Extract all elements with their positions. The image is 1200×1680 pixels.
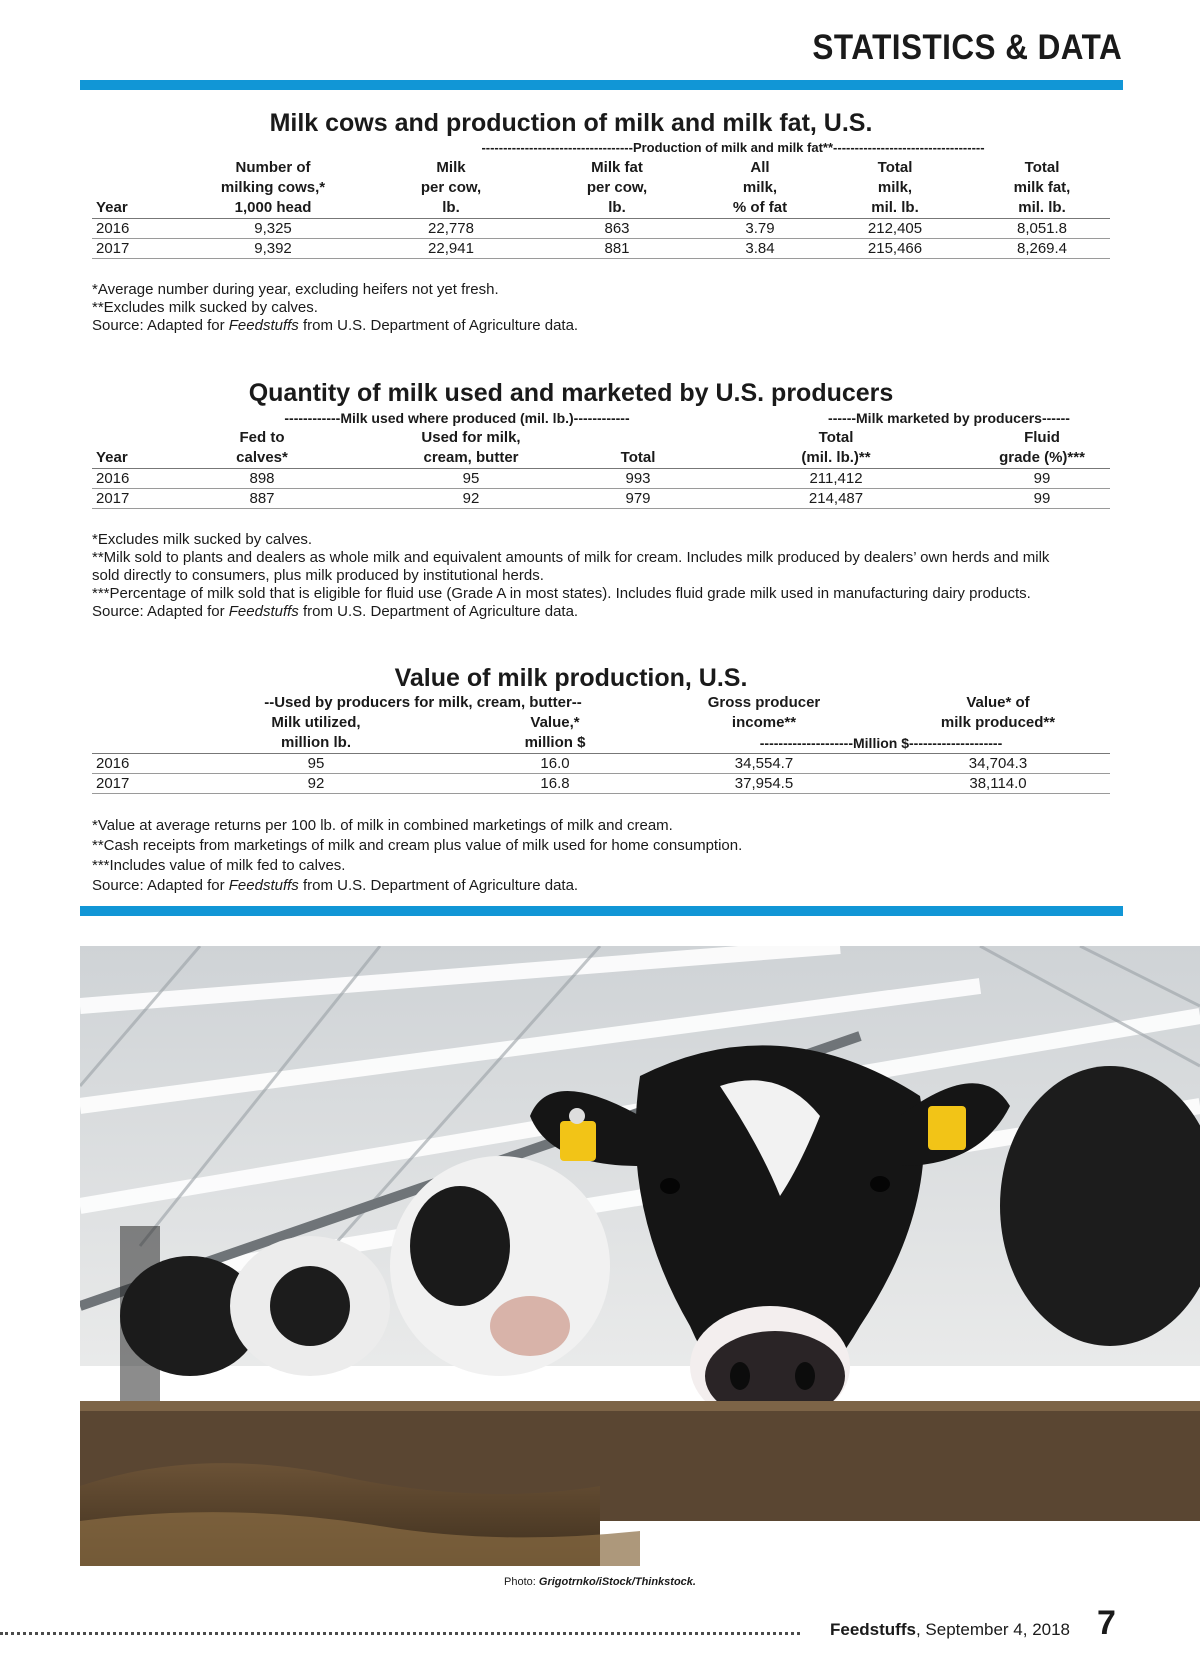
table-cell: 9,392 [254,240,292,257]
source-suffix: from U.S. Department of Agriculture data. [298,877,579,894]
table-cell: 211,412 [809,470,863,487]
photo-credit [0,1576,1200,1588]
table-row [92,754,1110,774]
table-cell: 8,051.8 [1016,220,1068,237]
table-cell: 37,954.5 [734,775,794,792]
header-cell: Year [96,449,128,466]
table-cell: 881 [604,240,630,257]
header-cell: lb. [442,199,460,216]
source-line [92,876,1110,896]
table-row [92,219,1110,239]
header-cell: 1,000 head [234,199,312,216]
table-notes [92,281,1110,335]
note: *Value at average returns per 100 lb. of milk in combined marketings of milk and cream. [92,817,673,834]
table-cell: 22,941 [428,240,474,257]
header-cell: milk fat, [1013,179,1071,196]
table-cell: 214,487 [808,490,864,507]
footer-dotted-rule [0,1632,800,1635]
header-cell: (mil. lb.)** [801,449,871,466]
header-row [92,693,1110,713]
table-cell: 863 [604,220,630,237]
group-header: -----------------------------------Production of milk and milk fat**----------------------------------- [481,140,985,155]
group-header-left: ------------Milk used where produced (mil. lb.)------------ [284,410,630,426]
header-cell: Fed to [239,429,285,446]
ear-tag-left [560,1121,596,1161]
million-span-header: --------------------Million $-------------------- [759,735,1003,751]
note: sold directly to consumers, plus milk produced by institutional herds. [92,567,544,584]
table-notes [92,531,1110,621]
table-cell: 8,269.4 [1016,240,1068,257]
table-cell: 99 [1033,470,1051,487]
header-cell: Total [877,159,913,176]
table-cell: 16.0 [540,755,570,772]
source-publication: Feedstuffs [228,317,299,334]
header-cell: Value,* [530,714,580,731]
note: **Cash receipts from marketings of milk and cream plus value of milk used for home consumption. [92,837,743,854]
source-publication: Feedstuffs [228,877,299,894]
table-cell: 3.79 [745,220,775,237]
table-cell: 95 [307,755,325,772]
header-row [92,448,1110,468]
header-cell: % of fat [732,199,788,216]
header-row [92,158,1110,178]
source-suffix: from U.S. Department of Agriculture data. [298,317,579,334]
header-cell: Total [818,429,854,446]
top-rule [80,80,1123,90]
note: **Milk sold to plants and dealers as whole milk and equivalent amounts of milk for cream. Includes milk produced by dealers’ own herds and milk [92,549,1050,566]
table-milk-value [92,663,1110,896]
table-notes [92,816,1110,896]
table-row [92,774,1110,794]
table-row [92,469,1110,489]
section-label: STATISTICS & DATA [812,28,1122,67]
table-row [92,239,1110,259]
header-cell: calves* [236,449,288,466]
header-cell: milk, [742,179,778,196]
table-cell: 22,778 [428,220,474,237]
cows-photo [80,946,1200,1566]
source-prefix: Source: Adapted for [92,877,229,894]
header-cell: All [750,159,770,176]
source-prefix: Source: Adapted for [92,603,229,620]
footer-publication: Feedstuffs [830,1620,916,1639]
footer-publication-line [830,1620,1070,1640]
table-title: Value of milk production, U.S. [394,664,748,692]
header-cell: Value* of [966,694,1030,711]
group-header-left: --Used by producers for milk, cream, butter-- [264,694,582,711]
table-cell: 16.8 [540,775,570,792]
table-cell: 38,114.0 [969,775,1027,792]
table-cell: 2016 [96,220,130,237]
header-cell: Number of [235,159,311,176]
header-cell: Year [96,199,128,216]
table-milk-cows [92,108,1110,335]
note: ***Includes value of milk fed to calves. [92,857,346,874]
header-row [92,713,1110,733]
table-cell: 92 [307,775,325,792]
header-cell: million $ [524,734,586,751]
source-line [92,603,1110,621]
footer-date: , September 4, 2018 [915,1620,1071,1639]
table-cell: 95 [462,470,480,487]
header-cell: milk produced** [940,714,1056,731]
note: ***Percentage of milk sold that is eligible for fluid use (Grade A in most states). Includes fluid grade milk used in manufacturing dairy products. [92,585,1031,602]
table-cell: 9,325 [254,220,292,237]
table-cell: 215,466 [867,240,923,257]
table-cell: 2017 [96,240,130,257]
header-cell: Fluid [1024,429,1060,446]
header-cell: milk, [877,179,913,196]
header-cell: lb. [608,199,626,216]
bottom-rule [80,906,1123,916]
header-cell: million lb. [281,734,351,751]
table-cell: 2016 [96,755,130,772]
table-cell: 99 [1033,490,1051,507]
table-cell: 2017 [96,490,130,507]
table-title: Quantity of milk used and marketed by U.S. producers [248,379,894,407]
table-cell: 34,554.7 [734,755,794,772]
header-cell: income** [731,714,797,731]
table-cell: 887 [249,490,275,507]
header-row [92,198,1110,218]
header-cell: Gross producer [707,694,821,711]
header-cell: Total [1024,159,1060,176]
source-suffix: from U.S. Department of Agriculture data. [298,603,579,620]
table-cell: 3.84 [745,240,775,257]
note: *Average number during year, excluding heifers not yet fresh. [92,281,499,298]
table-cell: 2016 [96,470,130,487]
header-cell: milking cows,* [220,179,326,196]
header-cell: grade (%)*** [999,449,1085,466]
header-cell: mil. lb. [1018,199,1066,216]
source-line [92,317,1110,335]
credit-name: Grigotrnko/iStock/Thinkstock. [538,1576,696,1588]
table-cell: 979 [625,490,651,507]
table-row [92,489,1110,509]
group-header-row [92,138,1110,158]
header-row [92,428,1110,448]
header-row [92,178,1110,198]
header-cell: Milk [436,159,466,176]
header-cell: per cow, [586,179,648,196]
table-cell: 34,704.3 [968,755,1028,772]
table-cell: 212,405 [867,220,923,237]
header-cell: Used for milk, [421,429,521,446]
note: **Excludes milk sucked by calves. [92,299,318,316]
header-cell: Milk fat [591,159,643,176]
header-cell: Total [620,449,656,466]
table-title: Milk cows and production of milk and milk fat, U.S. [269,109,873,137]
note: *Excludes milk sucked by calves. [92,531,313,548]
header-cell: per cow, [420,179,482,196]
group-header-right: ------Milk marketed by producers------ [828,410,1070,426]
table-milk-used [92,378,1110,621]
ear-tag-right [928,1106,966,1150]
group-header-row [92,408,1110,428]
table-cell: 993 [625,470,651,487]
page-number: 7 [1097,1604,1116,1642]
header-cell: Milk utilized, [271,714,361,731]
table-cell: 92 [462,490,480,507]
credit-prefix: Photo: [504,1576,539,1588]
header-cell: mil. lb. [871,199,919,216]
header-cell: cream, butter [423,449,519,466]
table-cell: 898 [249,470,275,487]
cows-photo-illustration [80,946,1200,1566]
source-prefix: Source: Adapted for [92,317,229,334]
table-cell: 2017 [96,775,130,792]
source-publication: Feedstuffs [228,603,299,620]
header-row [92,733,1110,753]
